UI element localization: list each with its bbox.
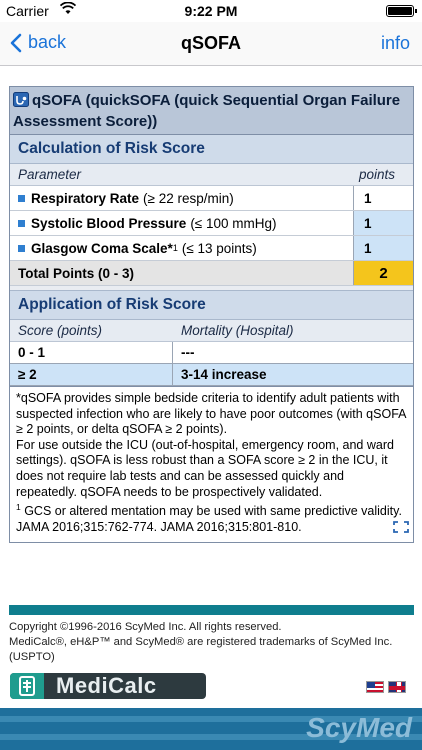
parameter-name: Systolic Blood Pressure xyxy=(31,215,187,231)
score-cell: ≥ 2 xyxy=(10,364,173,385)
bullet-icon xyxy=(18,245,25,252)
expand-icon[interactable] xyxy=(393,521,409,538)
carrier-label: Carrier xyxy=(6,3,49,19)
medicalc-logo[interactable] xyxy=(10,673,206,699)
parameter-range: (≤ 100 mmHg) xyxy=(190,215,277,231)
mortality-cell: --- xyxy=(181,345,195,360)
battery-icon xyxy=(386,5,414,17)
points-column-label: points xyxy=(359,167,396,182)
mortality-column-label: Mortality (Hospital) xyxy=(181,323,294,338)
parameter-column-label: Parameter xyxy=(18,167,82,182)
application-row xyxy=(10,342,413,364)
parameter-cell xyxy=(10,211,353,235)
card-header xyxy=(10,87,413,135)
bullet-icon xyxy=(18,195,25,202)
scymed-wordmark: ScyMed xyxy=(306,712,412,743)
parameter-cell xyxy=(10,186,353,210)
footnote-marker: 1 xyxy=(172,243,178,253)
calculator-card xyxy=(9,86,414,543)
points-value[interactable]: 1 xyxy=(353,186,413,210)
note-paragraph: For use outside the ICU (out-of-hospital, emergency room, and ward settings). qSOFA is less robust than a SOFA score ≥ 2 in the ICU, it does not require lab tests and can be assessed quickly and repeatedly. qSOFA needs to be prospectively validated. xyxy=(16,437,394,499)
score-cell: 0 - 1 xyxy=(10,342,173,363)
note-paragraph: *qSOFA provides simple bedside criteria to identify adult patients with suspected infection who are likely to have poor outcomes (with qSOFA ≥ 2 points, or delta qSOFA ≥ 2 points). xyxy=(16,391,406,437)
respiratory-rate-row[interactable] xyxy=(10,186,413,211)
page-title: qSOFA xyxy=(180,33,241,53)
glasgow-coma-scale-row[interactable] xyxy=(10,236,413,261)
clock: 9:22 PM xyxy=(184,3,238,19)
medicalc-badge-icon xyxy=(10,673,44,699)
calculation-section-title: Calculation of Risk Score xyxy=(10,135,413,164)
footnote-marker: 1 xyxy=(16,502,21,513)
total-value: 2 xyxy=(353,261,413,285)
copyright-line: Copyright ©1996-2016 ScyMed Inc. All rights reserved. xyxy=(9,621,282,633)
bottom-brand-band xyxy=(0,708,422,750)
trademark-line: MediCalc®, eH&P™ and ScyMed® are registered trademarks of ScyMed Inc. (USPTO) xyxy=(9,636,393,663)
total-label: Total Points (0 - 3) xyxy=(18,265,135,281)
systolic-bp-row[interactable] xyxy=(10,211,413,236)
status-bar xyxy=(0,0,422,22)
us-flag-icon[interactable] xyxy=(366,681,384,693)
parameter-cell xyxy=(10,236,353,260)
medicalc-wordmark: MediCalc xyxy=(56,673,157,698)
footer-divider xyxy=(9,605,414,615)
parameter-range: (≤ 13 points) xyxy=(181,240,257,256)
application-column-header xyxy=(10,320,413,342)
uk-flag-icon[interactable] xyxy=(388,681,406,693)
card-title: qSOFA (quickSOFA (quick Sequential Organ Failure Assessment Score)) xyxy=(13,92,401,130)
points-value[interactable]: 1 xyxy=(353,236,413,260)
score-column-label: Score (points) xyxy=(18,323,103,338)
navigation-bar xyxy=(0,22,422,66)
back-label: back xyxy=(28,32,67,52)
scymed-logo-icon xyxy=(13,92,29,112)
parameter-name: Respiratory Rate xyxy=(31,190,140,206)
copyright-text xyxy=(9,620,414,665)
parameter-range: (≥ 22 resp/min) xyxy=(143,190,234,206)
info-button[interactable]: info xyxy=(380,33,410,53)
notes-section xyxy=(10,386,413,542)
footnote-text: GCS or altered mentation may be used with same predictive validity. JAMA 2016;315:762-774. JAMA 2016;315:801-810. xyxy=(16,504,402,534)
calculation-column-header xyxy=(10,164,413,186)
language-flags xyxy=(366,681,406,693)
mortality-cell: 3-14 increase xyxy=(181,367,267,382)
bullet-icon xyxy=(18,220,25,227)
application-section-title: Application of Risk Score xyxy=(10,291,413,320)
points-value[interactable]: 1 xyxy=(353,211,413,235)
parameter-name: Glasgow Coma Scale* xyxy=(31,240,173,256)
note-paragraph xyxy=(16,500,407,535)
total-points-row xyxy=(10,261,413,286)
application-row-highlighted xyxy=(10,364,413,386)
